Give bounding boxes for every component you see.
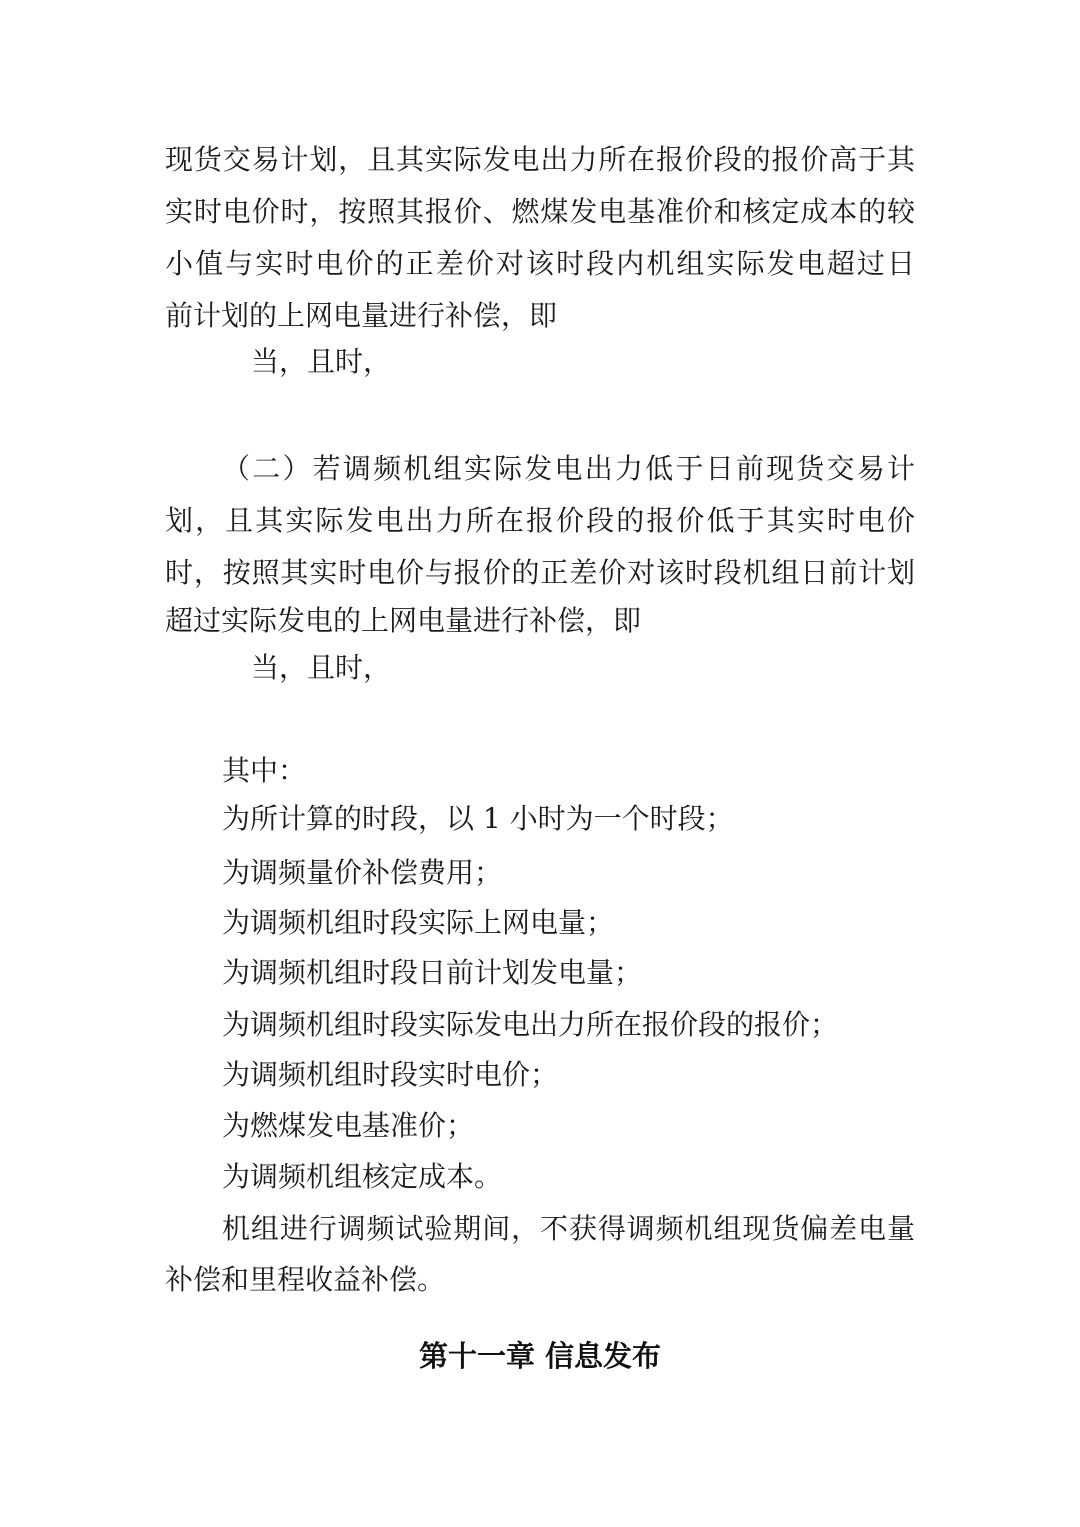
paragraph-3-line-1: 机组进行调频试验期间，不获得调频机组现货偏差电量	[222, 1212, 915, 1245]
paragraph-3-line-2: 补偿和里程收益补偿。	[165, 1263, 446, 1296]
paragraph-1-line-4: 前计划的上网电量进行补偿，即	[165, 299, 558, 332]
paragraph-1-line-3: 小值与实时电价的正差价对该时段内机组实际发电超过日	[165, 247, 915, 280]
chapter-heading: 第十一章 信息发布	[418, 1339, 662, 1373]
paragraph-2-line-1: （二）若调频机组实际发电出力低于日前现货交易计	[222, 452, 915, 485]
paragraph-2-line-2: 划，且其实际发电出力所在报价段的报价低于其实时电价	[165, 504, 915, 537]
definitions-intro: 其中：	[222, 754, 307, 787]
definition-item: 为调频量价补偿费用；	[222, 856, 503, 889]
definition-item: 为调频机组时段实时电价；	[222, 1058, 559, 1091]
definition-item: 为燃煤发电基准价；	[222, 1109, 475, 1142]
definition-item: 为调频机组核定成本。	[222, 1160, 503, 1193]
paragraph-2-line-4: 超过实际发电的上网电量进行补偿，即	[165, 604, 642, 637]
paragraph-1-line-2: 实时电价时，按照其报价、燃煤发电基准价和核定成本的较	[165, 195, 915, 228]
definition-item: 为调频机组时段实际上网电量；	[222, 906, 615, 939]
paragraph-1-condition: 当，且时，	[251, 345, 392, 378]
paragraph-2-condition: 当，且时，	[251, 651, 392, 684]
definition-item: 为调频机组时段日前计划发电量；	[222, 956, 643, 989]
paragraph-1-line-1: 现货交易计划，且其实际发电出力所在报价段的报价高于其	[165, 143, 915, 176]
paragraph-2-line-3: 时，按照其实时电价与报价的正差价对该时段机组日前计划	[165, 556, 915, 589]
definition-item: 为调频机组时段实际发电出力所在报价段的报价；	[222, 1008, 839, 1041]
definition-item: 为所计算的时段，以 1 小时为一个时段；	[222, 802, 734, 835]
